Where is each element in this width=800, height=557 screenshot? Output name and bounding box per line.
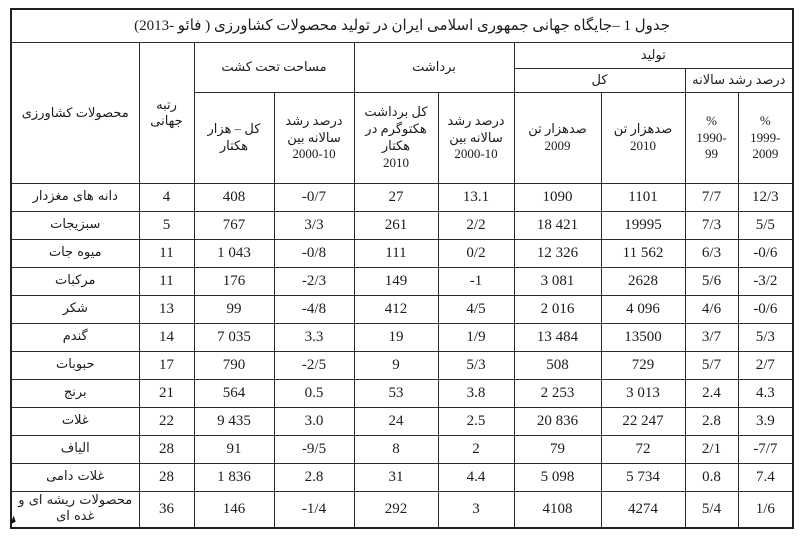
cell-growth-1990-99: 2/1 (685, 436, 738, 464)
cell-product-name: دانه های مغزدار (11, 184, 139, 212)
cell-production-2010: 72 (601, 436, 685, 464)
cell-growth-1999-2009: -7/7 (738, 436, 793, 464)
cell-area-total: 99 (194, 296, 274, 324)
col-header-production-2009: صدهزار تن 2009 (514, 93, 601, 184)
cell-production-2009: 79 (514, 436, 601, 464)
col-group-production-annual-growth: درصد رشد سالانه (685, 69, 793, 93)
cell-harvest-total: 149 (354, 268, 438, 296)
cell-area-total: 7 035 (194, 324, 274, 352)
cell-growth-1999-2009: 5/5 (738, 212, 793, 240)
cell-production-2010: 2628 (601, 268, 685, 296)
cell-product-name: شکر (11, 296, 139, 324)
cell-production-2009: 18 421 (514, 212, 601, 240)
fao-rank-table (10, 8, 794, 529)
cell-world-rank: 11 (139, 240, 194, 268)
cell-harvest-total: 111 (354, 240, 438, 268)
cell-harvest-total: 261 (354, 212, 438, 240)
cell-world-rank: 21 (139, 380, 194, 408)
cell-harvest-growth: 2.5 (438, 408, 514, 436)
header-group-row (11, 43, 793, 69)
table-row (11, 296, 793, 324)
table-row (11, 268, 793, 296)
table-body (11, 184, 793, 528)
table-row (11, 408, 793, 436)
cell-area-growth: -9/5 (274, 436, 354, 464)
col-header-harvest-growth-2000-10: درصد رشد سالانه بین 2000-10 (438, 93, 514, 184)
cell-harvest-total: 9 (354, 352, 438, 380)
cell-production-2009: 1090 (514, 184, 601, 212)
cell-product-name: محصولات ریشه ای و غده ای (11, 492, 139, 528)
cell-harvest-total: 31 (354, 464, 438, 492)
cell-area-growth: -2/3 (274, 268, 354, 296)
cell-production-2010: 1101 (601, 184, 685, 212)
table-row (11, 436, 793, 464)
cell-area-growth: -0/8 (274, 240, 354, 268)
cell-production-2009: 2 016 (514, 296, 601, 324)
cell-world-rank: 13 (139, 296, 194, 324)
cell-production-2009: 2 253 (514, 380, 601, 408)
cell-product-name: الیاف (11, 436, 139, 464)
cell-harvest-total: 292 (354, 492, 438, 528)
cell-world-rank: 4 (139, 184, 194, 212)
cell-growth-1990-99: 4/6 (685, 296, 738, 324)
cell-growth-1990-99: 5/6 (685, 268, 738, 296)
col-header-products: محصولات کشاورزی (11, 43, 139, 184)
cell-production-2009: 20 836 (514, 408, 601, 436)
cell-area-total: 767 (194, 212, 274, 240)
col-header-growth-1999-2009: % 1999- 2009 (738, 93, 793, 184)
cell-production-2010: 4 096 (601, 296, 685, 324)
cell-production-2010: 13500 (601, 324, 685, 352)
table-row (11, 324, 793, 352)
cell-harvest-total: 8 (354, 436, 438, 464)
cell-growth-1990-99: 3/7 (685, 324, 738, 352)
cell-growth-1999-2009: 4.3 (738, 380, 793, 408)
cell-growth-1990-99: 5/4 (685, 492, 738, 528)
cell-area-total: 564 (194, 380, 274, 408)
cell-area-total: 146 (194, 492, 274, 528)
col-header-harvest-total-2010: کل برداشت هکتوگرم در هکتار 2010 (354, 93, 438, 184)
cell-area-growth: 3/3 (274, 212, 354, 240)
cell-area-growth: -1/4 (274, 492, 354, 528)
cell-area-total: 408 (194, 184, 274, 212)
cell-harvest-growth: 3.8 (438, 380, 514, 408)
col-group-production-total: کل (514, 69, 685, 93)
cell-area-total: 1 043 (194, 240, 274, 268)
table-row (11, 184, 793, 212)
cell-production-2010: 3 013 (601, 380, 685, 408)
cell-harvest-growth: 3 (438, 492, 514, 528)
cell-growth-1990-99: 0.8 (685, 464, 738, 492)
table-title: جدول 1 –جایگاه جهانی جمهوری اسلامی ایران در تولید محصولات کشاورزی ( فائو -2013) (11, 9, 793, 43)
col-header-growth-1990-99: % 1990- 99 (685, 93, 738, 184)
cell-growth-1990-99: 2.8 (685, 408, 738, 436)
cell-area-growth: 3.0 (274, 408, 354, 436)
cell-product-name: میوه جات (11, 240, 139, 268)
cell-world-rank: 17 (139, 352, 194, 380)
cell-growth-1999-2009: 5/3 (738, 324, 793, 352)
col-header-area-growth-2000-10: درصد رشد سالانه بین 2000-10 (274, 93, 354, 184)
cell-harvest-total: 19 (354, 324, 438, 352)
cell-area-growth: 3.3 (274, 324, 354, 352)
cell-production-2009: 3 081 (514, 268, 601, 296)
cell-world-rank: 28 (139, 464, 194, 492)
cell-harvest-total: 412 (354, 296, 438, 324)
cell-harvest-growth: -1 (438, 268, 514, 296)
cell-area-growth: 0.5 (274, 380, 354, 408)
cell-area-total: 176 (194, 268, 274, 296)
cell-product-name: گندم (11, 324, 139, 352)
col-header-area-total: کل – هزار هکتار (194, 93, 274, 184)
cell-growth-1999-2009: -3/2 (738, 268, 793, 296)
cell-growth-1990-99: 2.4 (685, 380, 738, 408)
cell-harvest-total: 53 (354, 380, 438, 408)
cell-product-name: حبوبات (11, 352, 139, 380)
cell-area-growth: -2/5 (274, 352, 354, 380)
cell-harvest-total: 27 (354, 184, 438, 212)
cell-world-rank: 14 (139, 324, 194, 352)
cell-area-growth: -4/8 (274, 296, 354, 324)
cell-production-2010: 11 562 (601, 240, 685, 268)
cell-area-total: 790 (194, 352, 274, 380)
cell-growth-1999-2009: 7.4 (738, 464, 793, 492)
cell-world-rank: 36 (139, 492, 194, 528)
table-row (11, 464, 793, 492)
cell-harvest-growth: 1/9 (438, 324, 514, 352)
cell-production-2009: 5 098 (514, 464, 601, 492)
col-header-world-rank: رتبه جهانی (139, 43, 194, 184)
table-row (11, 352, 793, 380)
cell-production-2009: 4108 (514, 492, 601, 528)
cell-production-2009: 508 (514, 352, 601, 380)
cell-world-rank: 11 (139, 268, 194, 296)
cell-area-total: 1 836 (194, 464, 274, 492)
cell-growth-1990-99: 7/3 (685, 212, 738, 240)
cell-growth-1990-99: 6/3 (685, 240, 738, 268)
table-row (11, 240, 793, 268)
cell-area-growth: -0/7 (274, 184, 354, 212)
cell-harvest-growth: 4.4 (438, 464, 514, 492)
cell-production-2010: 22 247 (601, 408, 685, 436)
cell-area-total: 91 (194, 436, 274, 464)
cell-world-rank: 5 (139, 212, 194, 240)
cell-harvest-growth: 13.1 (438, 184, 514, 212)
table-row (11, 492, 793, 528)
cell-production-2010: 729 (601, 352, 685, 380)
cell-growth-1999-2009: 3.9 (738, 408, 793, 436)
cell-growth-1999-2009: 12/3 (738, 184, 793, 212)
table-row (11, 380, 793, 408)
table-row (11, 212, 793, 240)
col-group-cultivated-area: مساحت تحت کشت (194, 43, 354, 93)
col-group-harvest: برداشت (354, 43, 514, 93)
cell-growth-1999-2009: -0/6 (738, 296, 793, 324)
cell-production-2010: 5 734 (601, 464, 685, 492)
cell-product-name: مرکبات (11, 268, 139, 296)
cell-growth-1999-2009: -0/6 (738, 240, 793, 268)
cell-harvest-growth: 2/2 (438, 212, 514, 240)
cell-harvest-growth: 5/3 (438, 352, 514, 380)
cell-harvest-growth: 2 (438, 436, 514, 464)
cell-world-rank: 28 (139, 436, 194, 464)
cell-harvest-growth: 0/2 (438, 240, 514, 268)
cell-area-total: 9 435 (194, 408, 274, 436)
cell-harvest-growth: 4/5 (438, 296, 514, 324)
cell-area-growth: 2.8 (274, 464, 354, 492)
cell-product-name: غلات (11, 408, 139, 436)
col-header-production-2010: صدهزار تن 2010 (601, 93, 685, 184)
cell-product-name: غلات دامی (11, 464, 139, 492)
cell-world-rank: 22 (139, 408, 194, 436)
cell-growth-1990-99: 5/7 (685, 352, 738, 380)
cell-production-2010: 19995 (601, 212, 685, 240)
title-row (11, 9, 793, 43)
col-group-production: تولید (514, 43, 793, 69)
cell-production-2009: 13 484 (514, 324, 601, 352)
cell-growth-1999-2009: 2/7 (738, 352, 793, 380)
cell-harvest-total: 24 (354, 408, 438, 436)
cell-product-name: سبزیجات (11, 212, 139, 240)
cell-production-2009: 12 326 (514, 240, 601, 268)
cell-product-name: برنج (11, 380, 139, 408)
cell-production-2010: 4274 (601, 492, 685, 528)
cell-growth-1999-2009: 1/6 (738, 492, 793, 528)
cell-growth-1990-99: 7/7 (685, 184, 738, 212)
